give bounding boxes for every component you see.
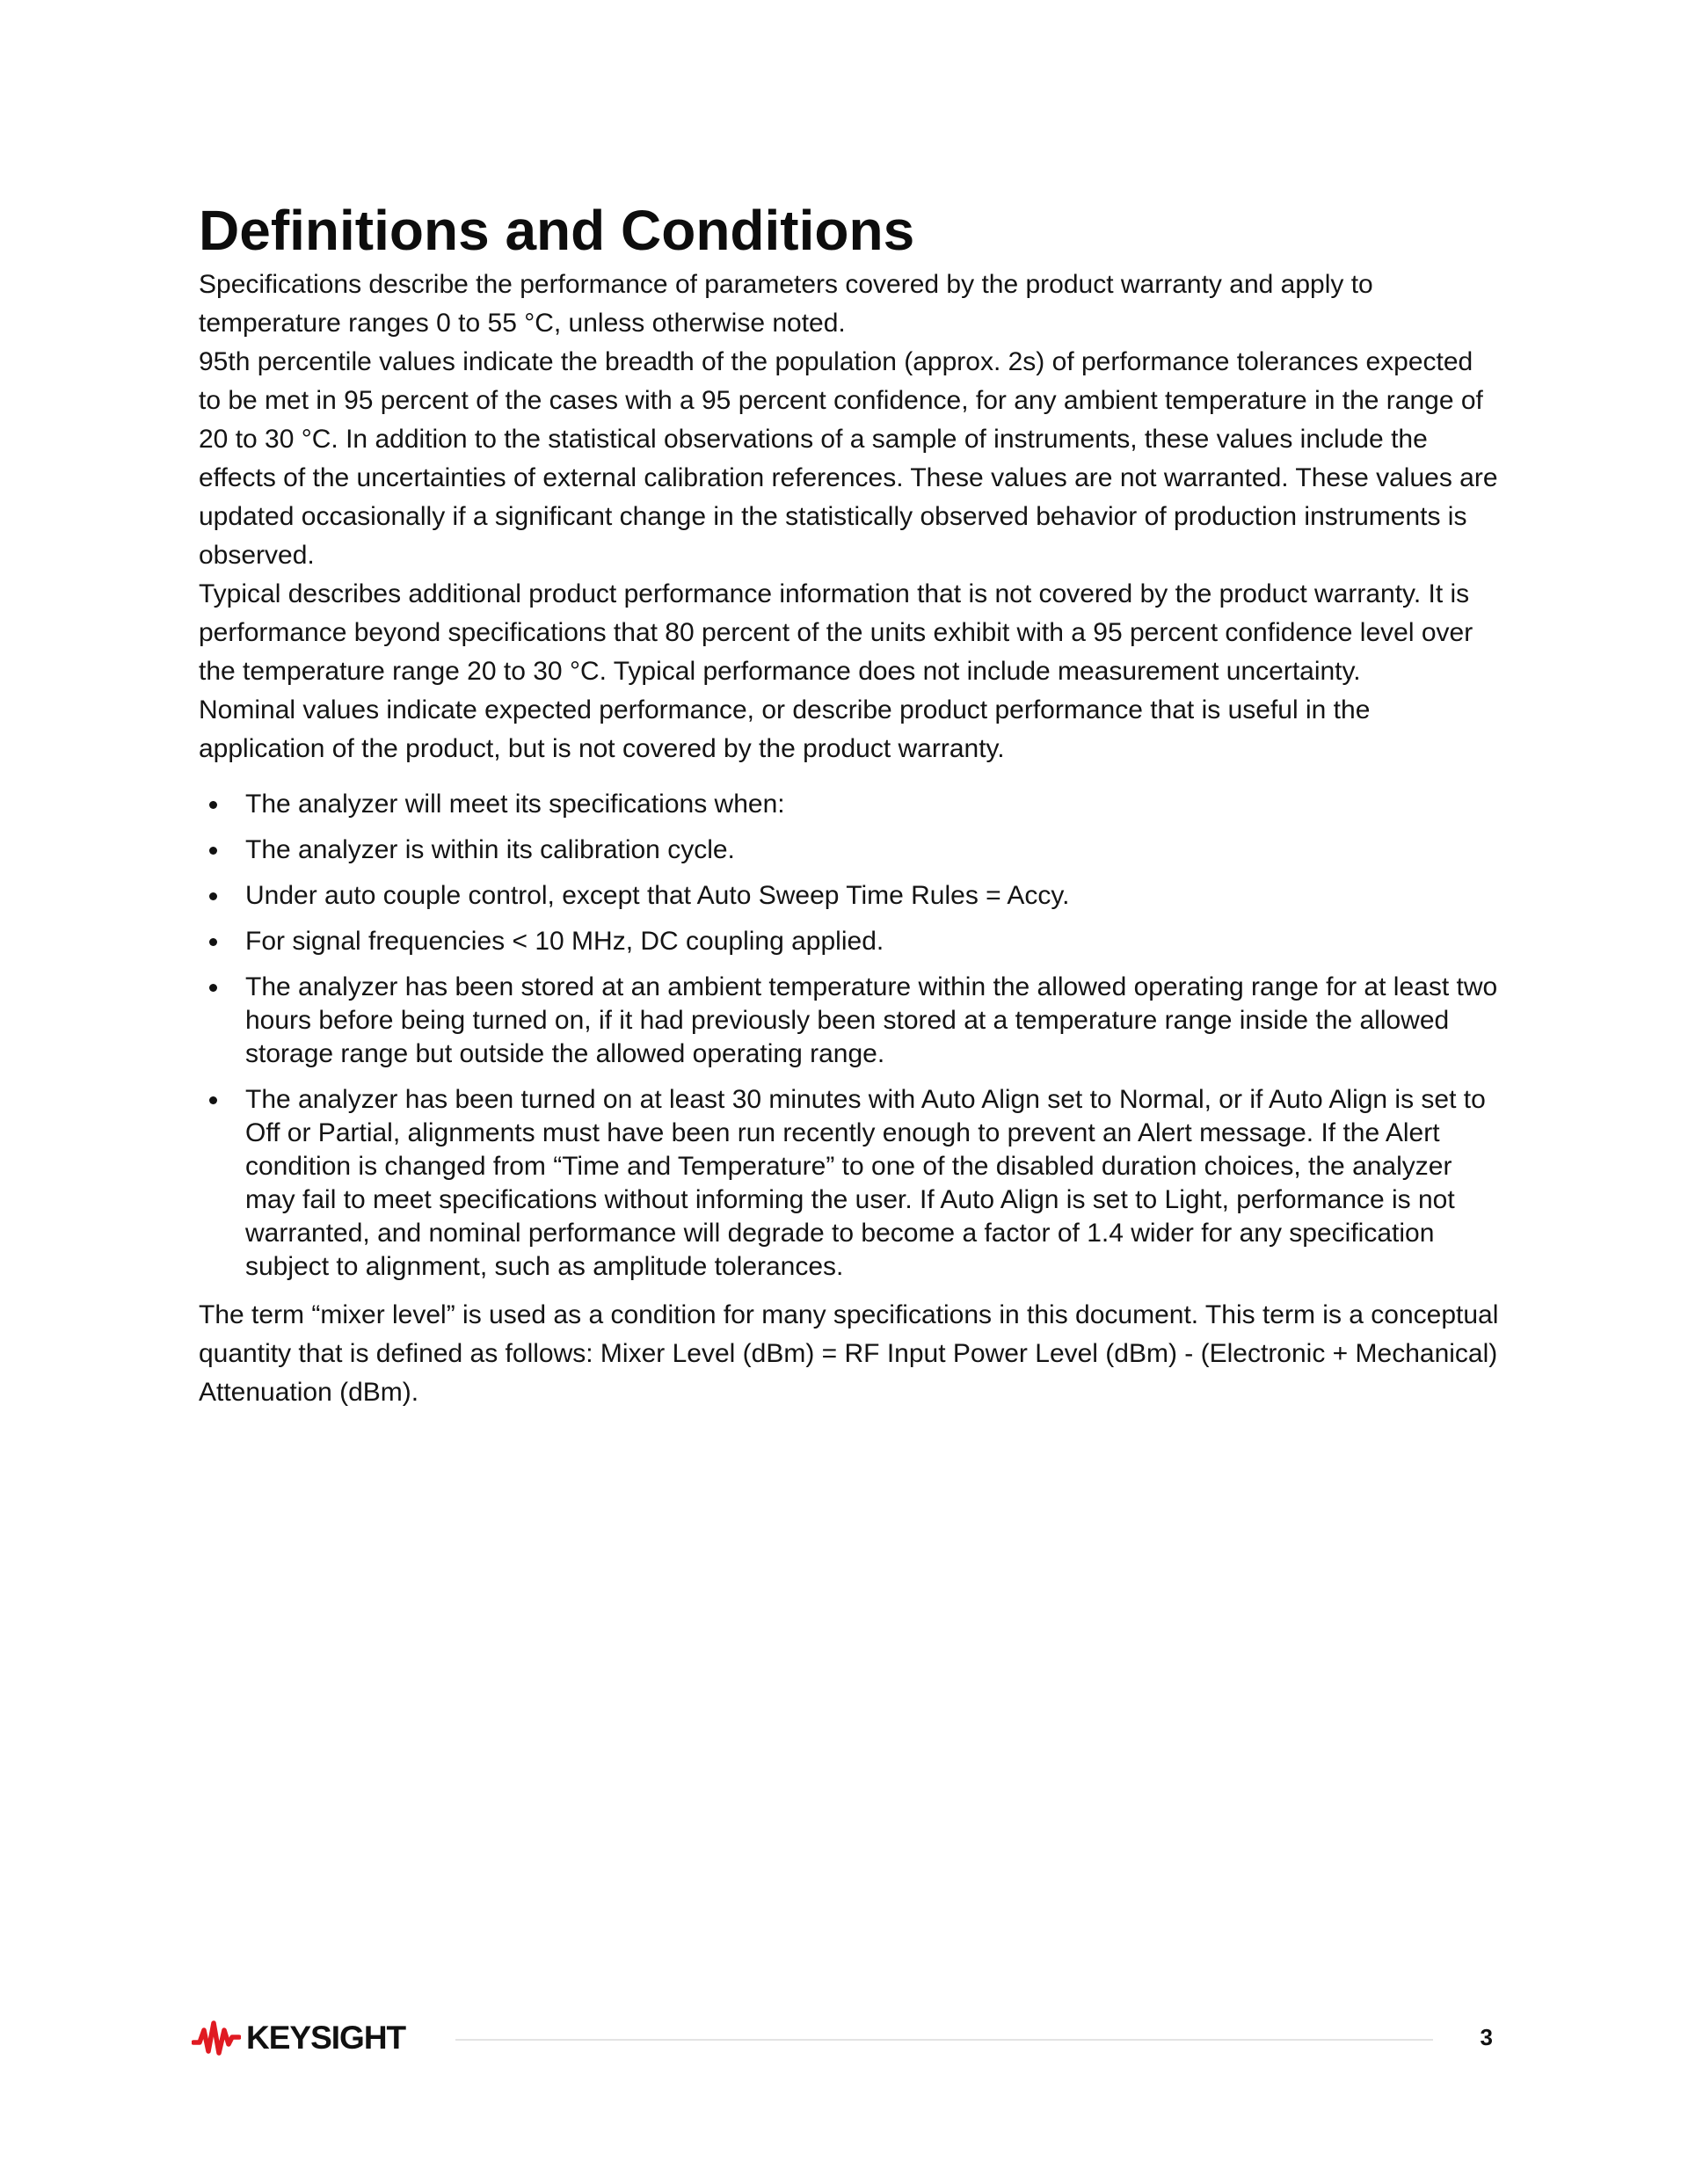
brand-name: KEYSIGHT <box>246 2020 406 2056</box>
paragraph-typical: Typical describes additional product performance information that is not covered by the product warranty. It is performance beyond specifications that 80 percent of the units exhibit with a 95 percent confidence level over the temperature range 20 to 30 °C. Typical performance does not include measurement uncertainty. <box>199 579 1473 686</box>
page-footer <box>192 2013 1502 2063</box>
list-item <box>199 971 1500 1071</box>
list-item-text: The analyzer is within its calibration cycle. <box>245 835 735 864</box>
list-item <box>199 834 1500 867</box>
paragraph-mixer-level: The term “mixer level” is used as a condition for many specifications in this document. This term is a conceptual quantity that is defined as follows: Mixer Level (dBm) = RF Input Power Level (dBm) - (Electronic + Mechanical) Attenuation (dBm). <box>199 1300 1499 1407</box>
bullet-icon <box>209 938 217 946</box>
list-item-text: Under auto couple control, except that Auto Sweep Time Rules = Accy. <box>245 881 1070 910</box>
list-item-text: For signal frequencies < 10 MHz, DC coupling applied. <box>245 927 884 956</box>
bullet-icon <box>209 892 217 900</box>
list-item <box>199 879 1500 913</box>
page-content <box>199 195 1500 1412</box>
list-item-text: The analyzer has been turned on at least 30 minutes with Auto Align set to Normal, or if Auto Align is set to Off or Partial, alignments must have been run recently enough to prevent an Alert message. If the Alert condition is changed from “Time and Temperature” to one of the disabled duration choices, the analyzer may fail to meet specifications without informing the user. If Auto Align is set to Light, performance is not warranted, and nominal performance will degrade to become a factor of 1.4 wider for any specification subject to alignment, such as amplitude tolerances. <box>245 1085 1486 1281</box>
paragraph-specifications: Specifications describe the performance of parameters covered by the product warranty and apply to temperature ranges 0 to 55 °C, unless otherwise noted. <box>199 270 1373 338</box>
bullet-icon <box>209 801 217 809</box>
list-item-text: The analyzer will meet its specifications when: <box>245 790 785 819</box>
list-item-text: The analyzer has been stored at an ambient temperature within the allowed operating range for at least two hours before being turned on, if it had previously been stored at a temperature range inside the allowed storage range but outside the allowed operating range. <box>245 972 1498 1068</box>
conditions-list <box>199 788 1500 1284</box>
bullet-icon <box>209 1096 217 1104</box>
keysight-logo <box>192 2017 405 2059</box>
bullet-icon <box>209 847 217 855</box>
paragraph-nominal: Nominal values indicate expected performance, or describe product performance that is useful in the application of the product, but is not covered by the product warranty. <box>199 695 1371 763</box>
page-number: 3 <box>1480 2024 1493 2050</box>
list-item <box>199 925 1500 958</box>
footer-divider <box>455 2039 1433 2041</box>
page-title: Definitions and Conditions <box>199 199 915 262</box>
list-item <box>199 788 1500 821</box>
keysight-waveform-icon <box>192 2018 241 2058</box>
paragraph-95th-percentile: 95th percentile values indicate the breadth of the population (approx. 2s) of performance tolerances expected to be met in 95 percent of the cases with a 95 percent confidence, for any ambient temperature in the range of 20 to 30 °C. In addition to the statistical observations of a sample of instruments, these values include the effects of the uncertainties of external calibration references. These values are not warranted. These values are updated occasionally if a significant change in the statistically observed behavior of production instruments is observed. <box>199 347 1498 570</box>
list-item <box>199 1083 1500 1284</box>
bullet-icon <box>209 984 217 992</box>
